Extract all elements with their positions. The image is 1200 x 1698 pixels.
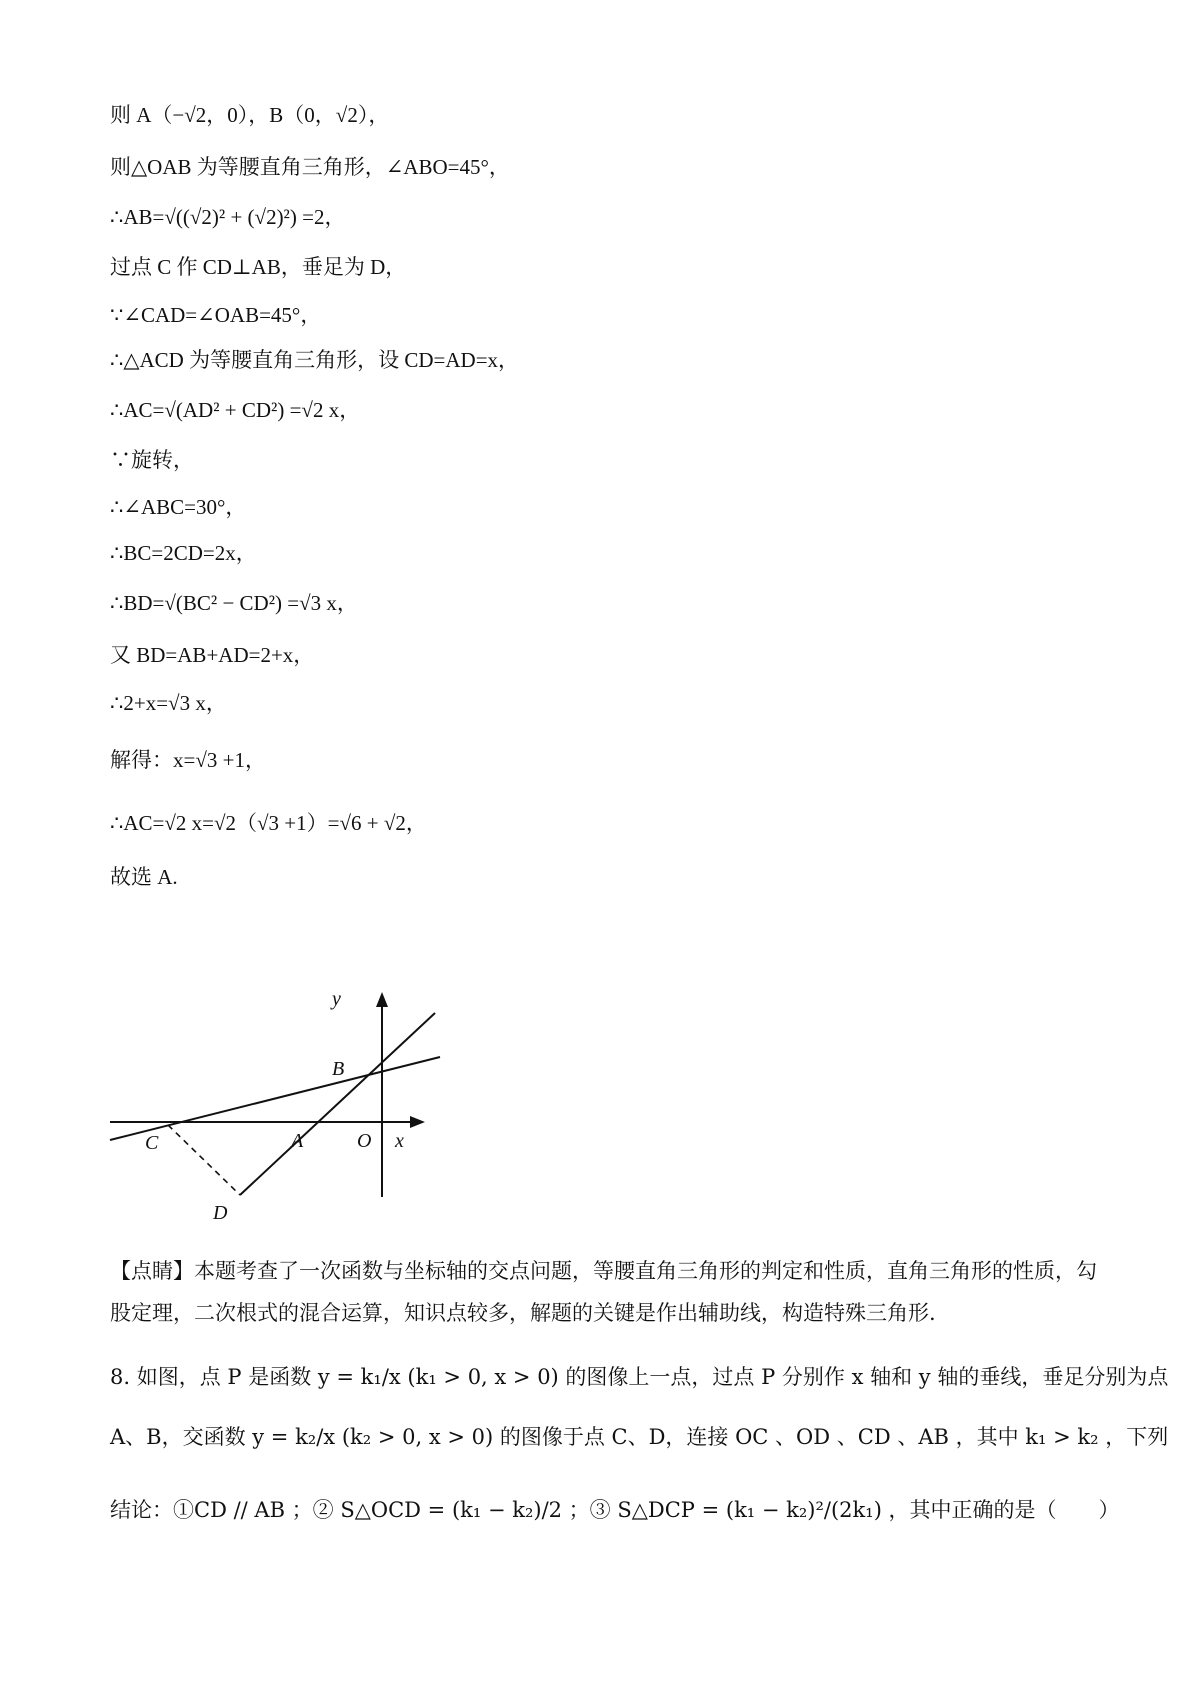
coordinate-diagram xyxy=(95,985,455,1225)
coordinate-figure xyxy=(95,985,455,1225)
comment-paragraph: 【点睛】本题考查了一次函数与坐标轴的交点问题，等腰直角三角形的判定和性质，直角三角形的性质，勾股定理，二次根式的混合运算，知识点较多，解题的关键是作出辅助线，构造特殊三角形. xyxy=(110,1259,1097,1325)
solution-line-4: 过点 C 作 CD⊥AB，垂足为 D， xyxy=(110,255,407,279)
solution-line-16: 故选 A. xyxy=(110,865,178,889)
label-o: O xyxy=(357,1130,372,1152)
solution-line-5: ∵∠CAD=∠OAB=45°， xyxy=(110,303,322,327)
question-8-line-3: 结论：①CD // AB ；② S△OCD = (k₁ − k₂)/2 ；③ S△DCP = (k₁ − k₂)²/(2k₁) ，其中正确的是（ ） xyxy=(110,1498,1120,1522)
solution-line-11: ∴BD=√(BC² − CD²) =√3 x， xyxy=(110,591,358,615)
label-a: A xyxy=(291,1130,304,1152)
solution-line-7: ∴AC=√(AD² + CD²) =√2 x， xyxy=(110,398,361,422)
solution-line-8: ∵旋转， xyxy=(110,448,194,472)
solution-line-14: 解得：x=√3 +1， xyxy=(110,748,266,772)
solution-line-13: ∴2+x=√3 x， xyxy=(110,691,227,715)
solution-line-15: ∴AC=√2 x=√2（√3 +1）=√6 + √2， xyxy=(110,811,427,835)
solution-line-2: 则△OAB 为等腰直角三角形，∠ABO=45°， xyxy=(110,155,510,179)
label-d: D xyxy=(213,1202,228,1224)
label-y: y xyxy=(332,988,341,1010)
solution-line-9: ∴∠ABC=30°， xyxy=(110,495,247,519)
label-x: x xyxy=(395,1130,404,1152)
line-cb xyxy=(110,1057,440,1140)
y-axis-arrow xyxy=(376,992,388,1007)
line-dab xyxy=(240,1013,435,1195)
solution-line-1: 则 A（−√2，0），B（0，√2）， xyxy=(110,103,390,127)
solution-line-10: ∴BC=2CD=2x， xyxy=(110,541,257,565)
segment-cd-dashed xyxy=(168,1125,240,1195)
question-8-line-1: 8. 如图，点 P 是函数 y = k₁/x (k₁ > 0, x > 0) 的图像上一点，过点 P 分别作 x 轴和 y 轴的垂线，垂足分别为点 xyxy=(110,1365,1169,1389)
solution-line-12: 又 BD=AB+AD=2+x， xyxy=(110,643,315,667)
x-axis-arrow xyxy=(410,1116,425,1128)
question-8-line-2: A、B，交函数 y = k₂/x (k₂ > 0, x > 0) 的图像于点 C、D，连接 OC 、OD 、CD 、AB ，其中 k₁ > k₂ ，下列 xyxy=(110,1425,1169,1449)
solution-line-6: ∴△ACD 为等腰直角三角形，设 CD=AD=x， xyxy=(110,348,520,372)
label-b: B xyxy=(332,1058,345,1080)
solution-line-3: ∴AB=√((√2)² + (√2)²) =2， xyxy=(110,205,346,229)
label-c: C xyxy=(145,1132,159,1154)
